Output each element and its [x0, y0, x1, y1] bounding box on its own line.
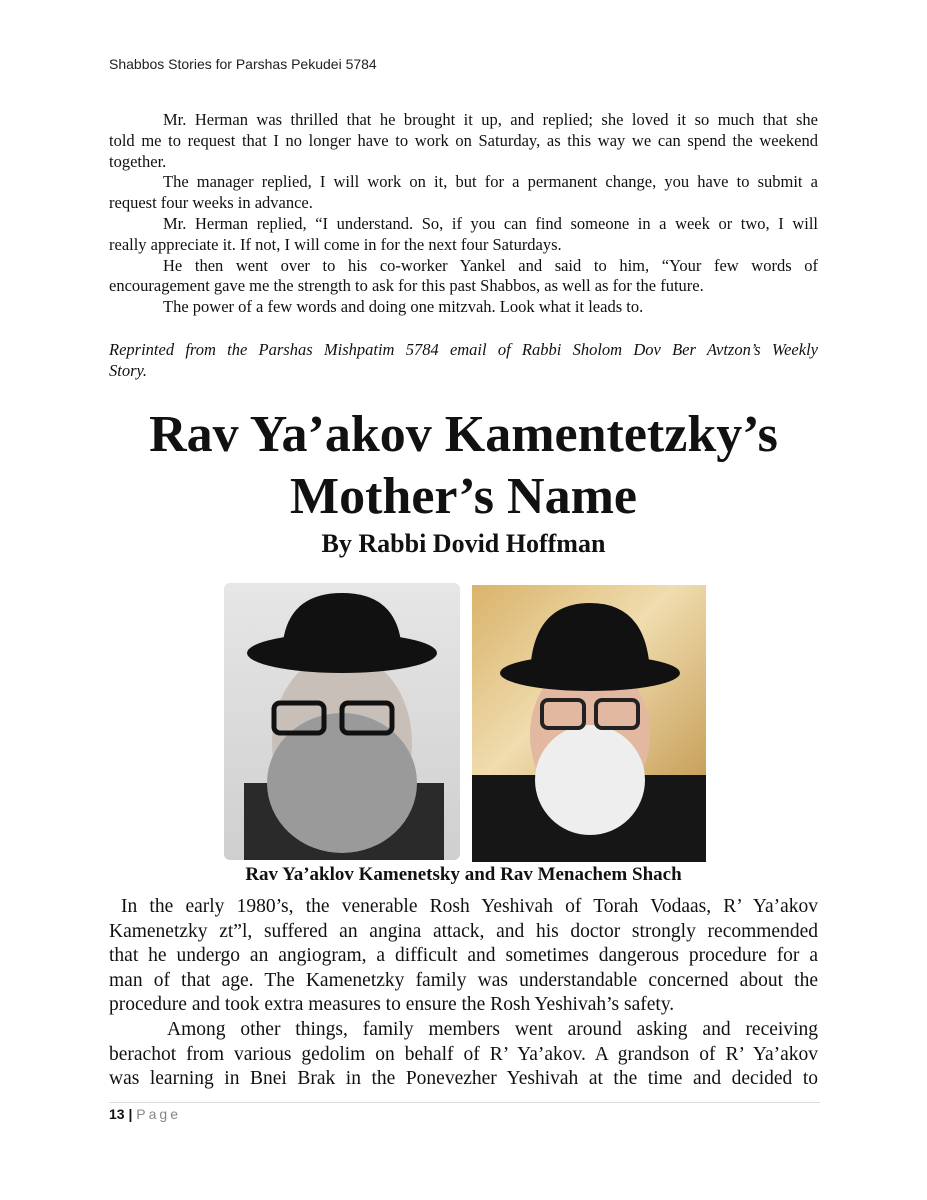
text-line: The power of a few words and doing one mitzvah. Look what it leads to.: [163, 297, 644, 317]
text-line: that he undergo an angiogram, a difficult and sometimes dangerous procedure for a: [109, 945, 818, 967]
footer-divider: [109, 1102, 820, 1103]
text-line: request four weeks in advance.: [109, 193, 313, 213]
text-line: told me to request that I no longer have to work on Saturday, as this way we can spend the weekend: [109, 130, 818, 150]
text-line: together.: [109, 151, 167, 171]
page-number: 13: [109, 1106, 125, 1122]
text-line: Reprinted from the Parshas Mishpatim 5784 email of Rabbi Sholom Dov Ber Avtzon’s Weekly: [109, 340, 818, 359]
text-line: Among other things, family members went around asking and receiving: [167, 1018, 818, 1040]
text-line: procedure and took extra measures to ensure the Rosh Yeshivah’s safety.: [109, 994, 675, 1016]
photo-rav-kamenetsky: [224, 583, 460, 860]
text-line: Kamenetzky zt”l, suffered an angina attack, and his doctor strongly recommended: [109, 920, 818, 942]
text-line: Mr. Herman replied, “I understand. So, if you can find someone in a week or two, I will: [163, 213, 818, 233]
text-line: Mr. Herman was thrilled that he brought it up, and replied; she loved it so much that she: [163, 110, 818, 129]
story-continuation: [109, 110, 818, 318]
article-title-line-2: Mother’s Name: [290, 468, 637, 525]
page-label: Page: [136, 1106, 181, 1122]
photo-caption: Rav Ya’aklov Kamenetsky and Rav Menachem Shach: [245, 864, 682, 885]
running-header: Shabbos Stories for Parshas Pekudei 5784: [109, 56, 377, 72]
text-line: encouragement gave me the strength to ask for this past Shabbos, as well as for the future.: [109, 276, 704, 296]
text-line: He then went over to his co-worker Yankel and said to him, “Your few words of: [163, 255, 818, 275]
text-line: In the early 1980’s, the venerable Rosh Yeshivah of Torah Vodaas, R’ Ya’akov: [121, 896, 818, 917]
text-line: The manager replied, I will work on it, but for a permanent change, you have to submit a: [163, 172, 818, 192]
text-line: man of that age. The Kamenetzky family was understandable concerned about the: [109, 969, 818, 991]
photo-rav-shach: [472, 585, 706, 862]
article-title-line-1: Rav Ya’akov Kamentetzky’s: [149, 406, 778, 463]
text-line: was learning in Bnei Brak in the Ponevezher Yeshivah at the time and decided to: [109, 1068, 818, 1090]
footer-separator: |: [128, 1106, 133, 1122]
reprint-credit: [109, 340, 818, 382]
article-body: [109, 895, 818, 1092]
article-byline: By Rabbi Dovid Hoffman: [321, 529, 606, 558]
text-line: berachot from various gedolim on behalf of R’ Ya’akov. A grandson of R’ Ya’akov: [109, 1043, 818, 1065]
text-line: Story.: [109, 360, 148, 380]
text-line: really appreciate it. If not, I will come in for the next four Saturdays.: [109, 234, 562, 254]
page-footer: [109, 1106, 181, 1122]
